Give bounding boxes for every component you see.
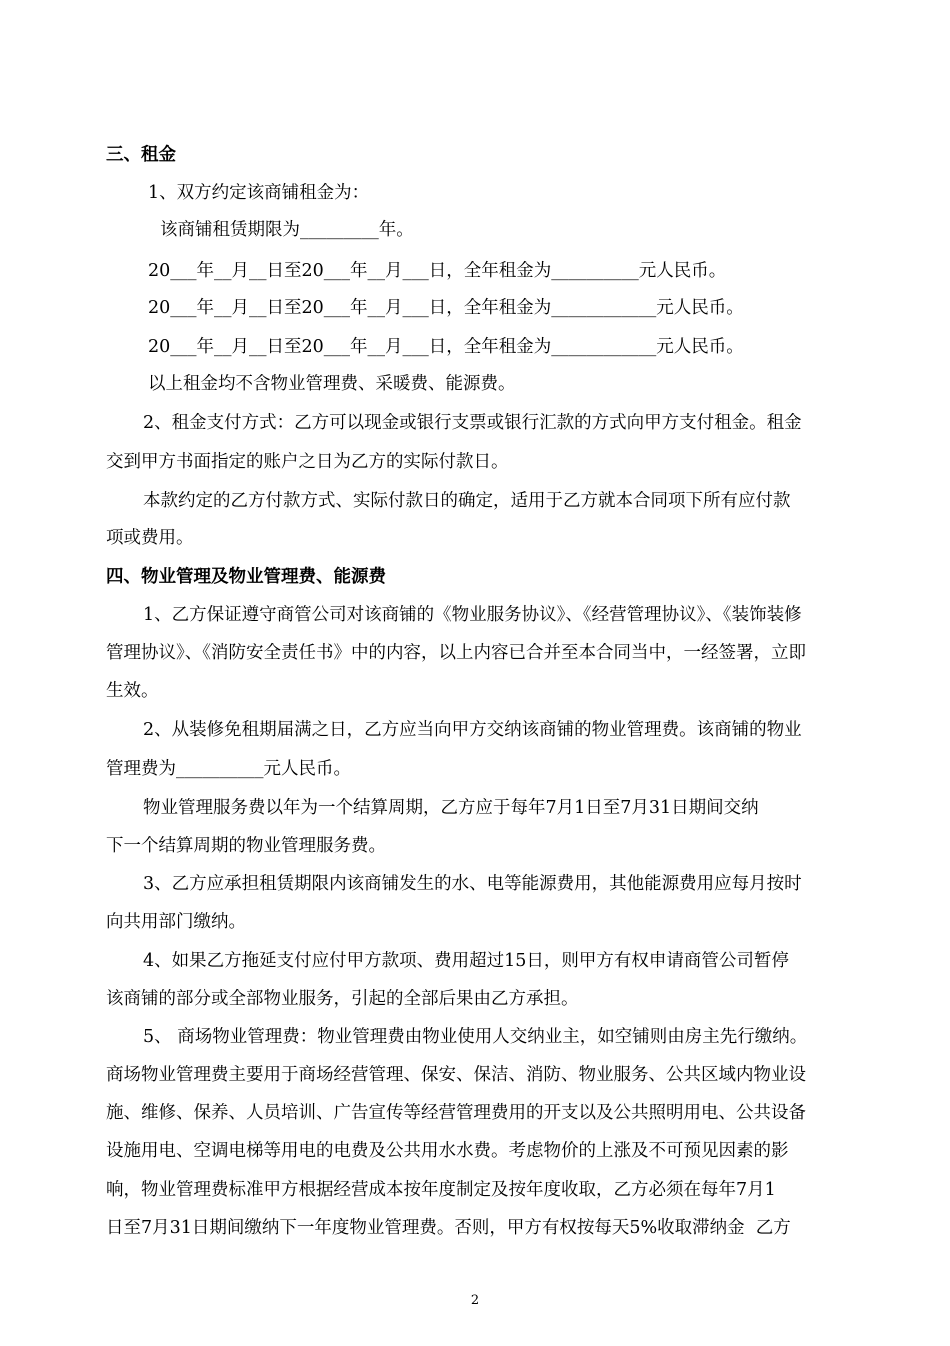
section-4-para-1-line-1: 1、乙方保证遵守商管公司对该商铺的《物业服务协议》、《经营管理协议》、《装饰装修 <box>143 605 802 625</box>
section-4-para-4-line-2: 向共用部门缴纳。 <box>106 912 246 932</box>
section-4-para-6-line-3: 施、维修、保养、人员培训、广告宣传等经营管理费用的开支以及公共照明用电、公共设备 <box>106 1103 806 1123</box>
rent-period-row-1: 20___年__月__日至20___年__月___日，全年租金为__________元人民币。 <box>148 261 727 281</box>
section-4-para-4-line-1: 3、乙方应承担租赁期限内该商铺发生的水、电等能源费用，其他能源费用应每月按时 <box>143 874 802 894</box>
section-4-para-2-line-2: 管理费为__________元人民币。 <box>106 759 351 779</box>
rent-period-row-3: 20___年__月__日至20___年__月___日，全年租金为____________元人民币。 <box>148 337 744 357</box>
rent-period-row-2: 20___年__月__日至20___年__月___日，全年租金为____________元人民币。 <box>148 298 744 318</box>
rent-exclusion-note: 以上租金均不含物业管理费、采暖费、能源费。 <box>148 374 516 394</box>
page-number: 2 <box>470 1293 480 1308</box>
payment-scope-line-2: 项或费用。 <box>106 528 194 548</box>
section-4-para-6-line-5: 响，物业管理费标准甲方根据经营成本按年度制定及按年度收取，乙方必须在每年7月1 <box>106 1180 776 1200</box>
section-4-para-6-line-4: 设施用电、空调电梯等用电的电费及公共用水水费。考虑物价的上涨及不可预见因素的影 <box>106 1141 789 1161</box>
section-4-para-6-line-2: 商场物业管理费主要用于商场经营管理、保安、保洁、消防、物业服务、公共区域内物业设 <box>106 1065 806 1085</box>
section-4-para-2-line-1: 2、从装修免租期届满之日，乙方应当向甲方交纳该商铺的物业管理费。该商铺的物业 <box>143 720 802 740</box>
section-4-para-5-line-2: 该商铺的部分或全部物业服务，引起的全部后果由乙方承担。 <box>106 989 579 1009</box>
section-3-para-1: 1、双方约定该商铺租金为： <box>148 183 370 203</box>
section-4-para-1-line-3: 生效。 <box>106 681 159 701</box>
section-4-para-3-line-1: 物业管理服务费以年为一个结算周期，乙方应于每年7月1日至7月31日期间交纳 <box>143 798 759 818</box>
section-4-para-1-line-2: 管理协议》、《消防安全责任书》中的内容，以上内容已合并至本合同当中，一经签署，立即 <box>106 643 806 663</box>
section-4-para-6-line-1: 5、 商场物业管理费：物业管理费由物业使用人交纳业主，如空铺则由房主先行缴纳。 <box>143 1027 808 1047</box>
section-4-heading: 四、物业管理及物业管理费、能源费 <box>106 567 386 587</box>
section-4-para-5-line-1: 4、如果乙方拖延支付应付甲方款项、费用超过15日，则甲方有权申请商管公司暂停 <box>143 951 789 971</box>
section-4-para-3-line-2: 下一个结算周期的物业管理服务费。 <box>106 836 386 856</box>
payment-scope-line-1: 本款约定的乙方付款方式、实际付款日的确定，适用于乙方就本合同项下所有应付款 <box>143 491 791 511</box>
payment-method-line-1: 2、租金支付方式：乙方可以现金或银行支票或银行汇款的方式向甲方支付租金。租金 <box>143 413 802 433</box>
section-4-para-6-line-6: 日至7月31日期间缴纳下一年度物业管理费。否则，甲方有权按每天5%收取滞纳金 乙方 <box>106 1218 791 1238</box>
lease-term-line: 该商铺租赁期限为_________年。 <box>160 220 414 240</box>
payment-method-line-2: 交到甲方书面指定的账户之日为乙方的实际付款日。 <box>106 452 509 472</box>
section-3-heading: 三、租金 <box>106 145 176 165</box>
